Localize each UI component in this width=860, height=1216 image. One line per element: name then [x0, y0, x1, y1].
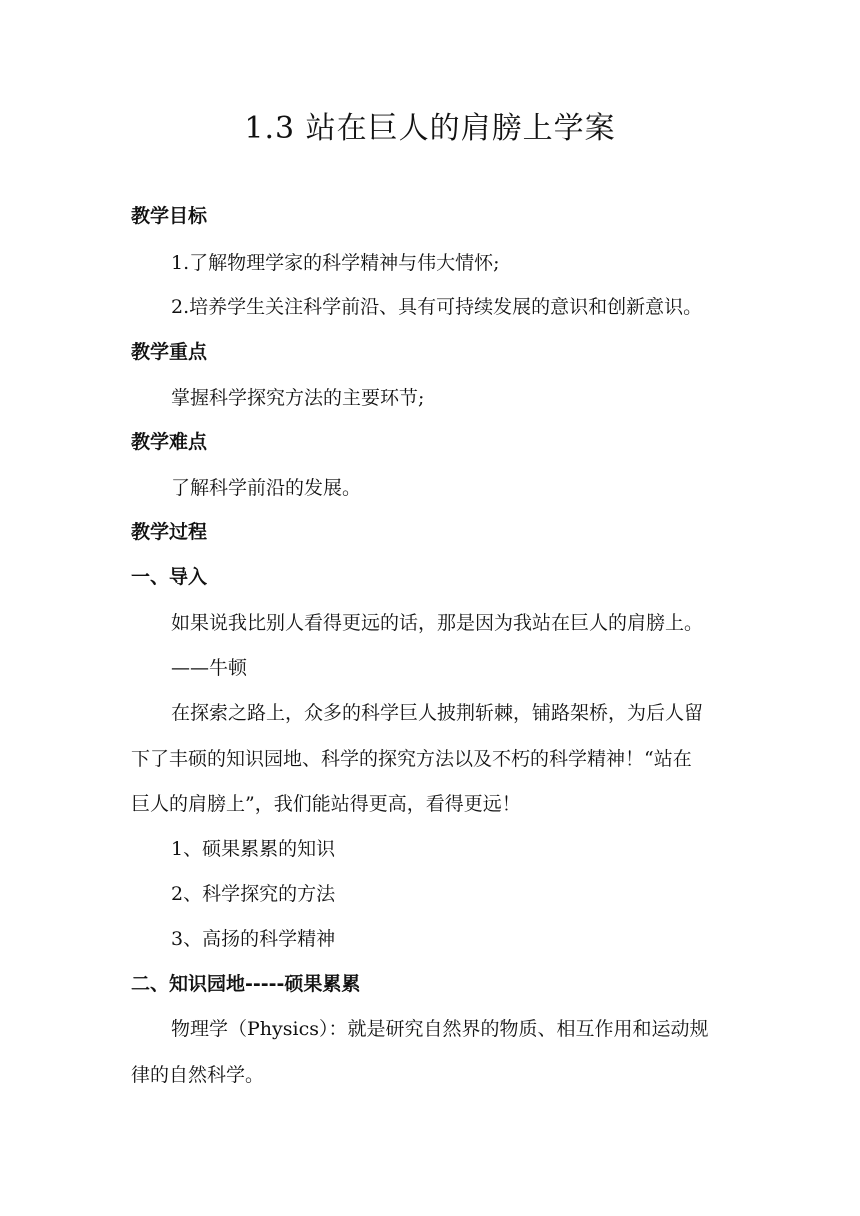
intro-paragraph-line: 巨人的肩膀上”，我们能站得更高，看得更远！ [131, 793, 521, 815]
difficult-points-text: 了解科学前沿的发展。 [171, 477, 362, 499]
intro-paragraph-line: 下了丰硕的知识园地、科学的探究方法以及不朽的科学精神！“站在 [131, 748, 692, 770]
intro-quote: 如果说我比别人看得更远的话，那是因为我站在巨人的肩膀上。 [171, 612, 704, 634]
section-heading-key-points: 教学重点 [131, 341, 208, 363]
subsection-heading-knowledge: 二、知识园地-----硕果累累 [131, 973, 361, 995]
subsection-heading-intro: 一、导入 [131, 566, 208, 588]
intro-paragraph-line: 在探索之路上，众多的科学巨人披荆斩棘，铺路架桥，为后人留 [171, 702, 704, 724]
intro-list-item: 3、高扬的科学精神 [171, 928, 336, 950]
knowledge-paragraph-line: 物理学（Physics）：就是研究自然界的物质、相互作用和运动规 [171, 1018, 709, 1040]
section-heading-process: 教学过程 [131, 521, 208, 543]
key-points-text: 掌握科学探究方法的主要环节; [171, 387, 425, 409]
intro-list-item: 1、硕果累累的知识 [171, 838, 336, 860]
intro-quote-author: ——牛顿 [171, 657, 248, 679]
objective-item: 1.了解物理学家的科学精神与伟大情怀; [171, 252, 500, 274]
intro-list-item: 2、科学探究的方法 [171, 883, 336, 905]
section-heading-objectives: 教学目标 [131, 205, 208, 227]
objective-item: 2.培养学生关注科学前沿、具有可持续发展的意识和创新意识。 [171, 296, 703, 318]
knowledge-paragraph-line: 律的自然科学。 [131, 1064, 265, 1086]
document-title: 1.3 站在巨人的肩膀上学案 [244, 111, 616, 146]
section-heading-difficult-points: 教学难点 [131, 431, 208, 453]
